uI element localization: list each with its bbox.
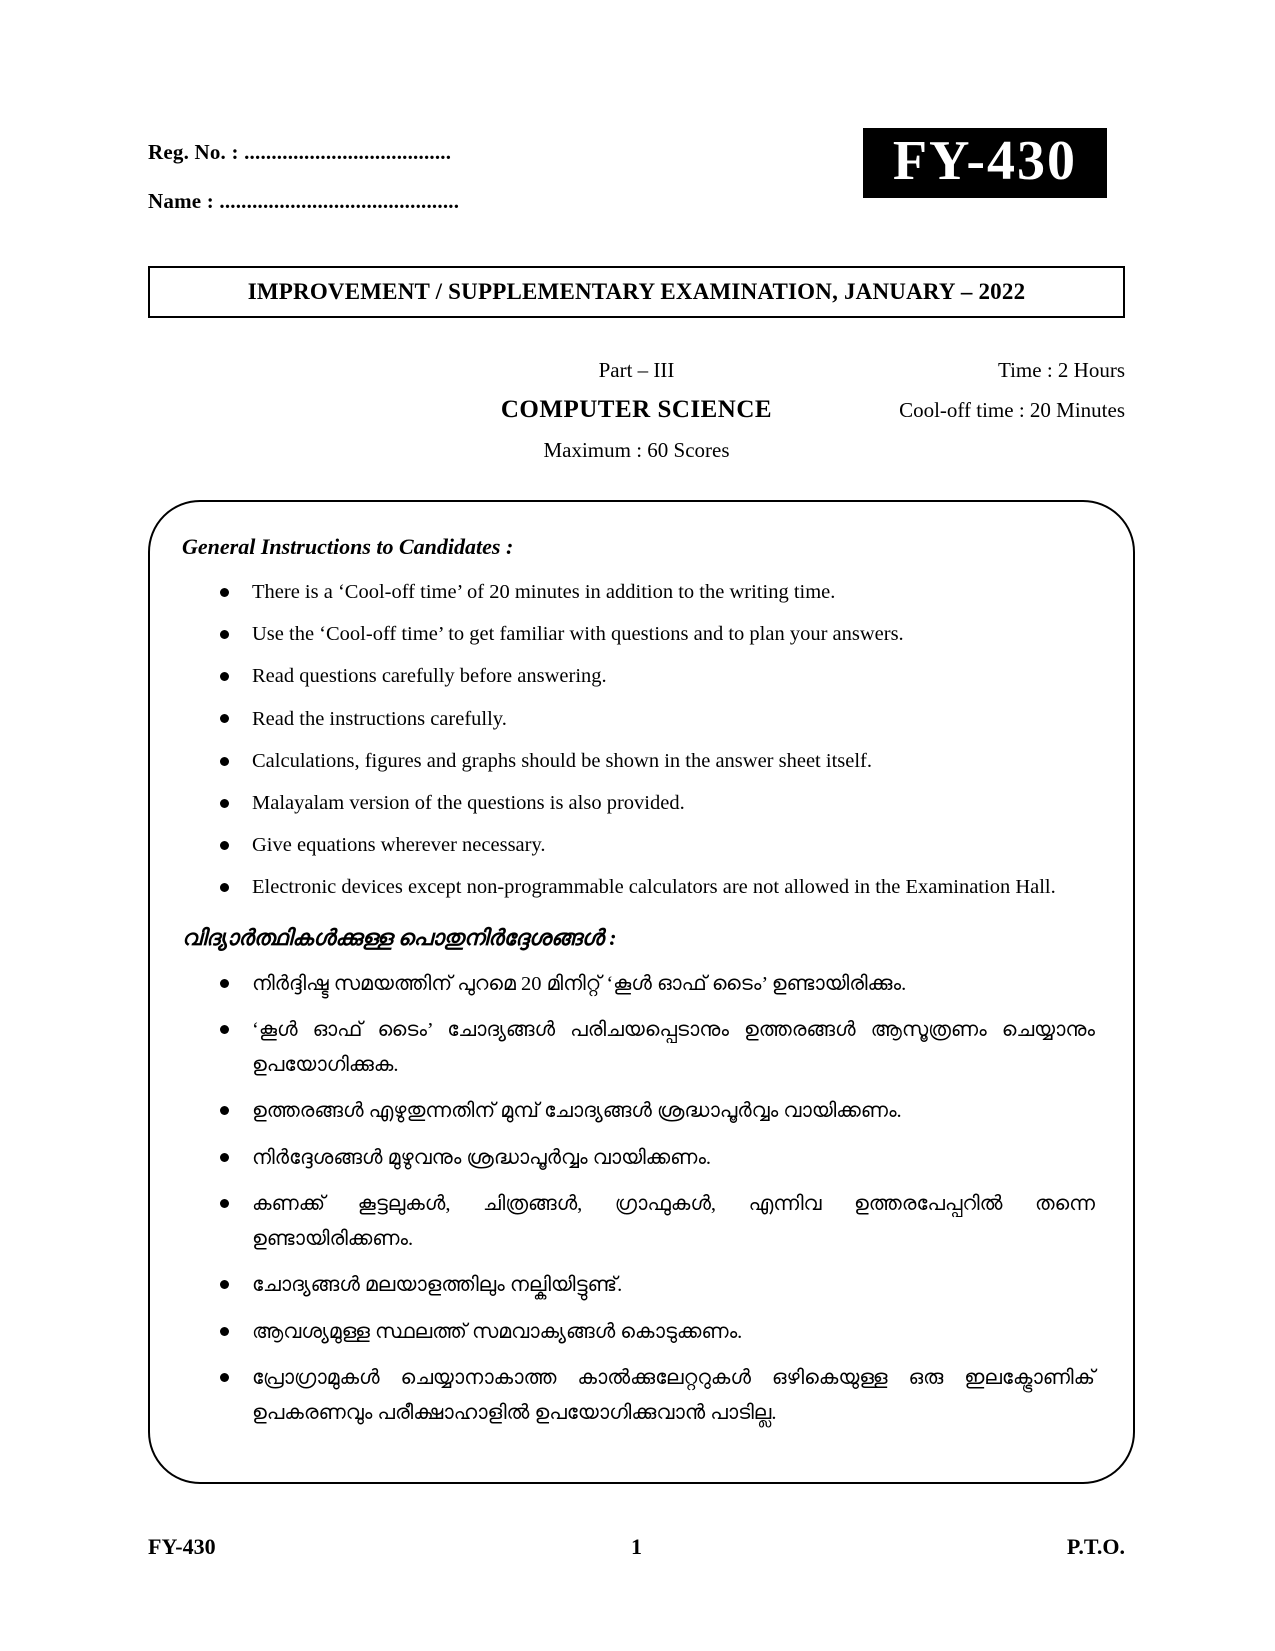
exam-title: IMPROVEMENT / SUPPLEMENTARY EXAMINATION, JANUARY – 2022 <box>148 266 1125 318</box>
instruction-item: Electronic devices except non-programmable calculators are not allowed in the Examination Hall. <box>182 871 1095 904</box>
instruction-item: Calculations, figures and graphs should be shown in the answer sheet itself. <box>182 745 1095 778</box>
reg-no-field: Reg. No. : ...................................... <box>148 140 452 164</box>
instruction-item: പ്രോഗ്രാമുകൾ ചെയ്യാനാകാത്ത കാൽക്കുലേറ്ററുകൾ ഒഴികെയുള്ള ഒരു ഇലക്ട്രോണിക് ഉപകരണവും പരീക്ഷാഹാളിൽ ഉപയോഗിക്കുവാൻ പാടില്ല. <box>182 1361 1095 1432</box>
instruction-item: നിർദ്ദേശങ്ങൾ മുഴുവനും ശ്രദ്ധാപൂർവ്വം വായിക്കണം. <box>182 1141 1095 1176</box>
name-field: Name : ............................................ <box>148 189 460 213</box>
instruction-item: ഉത്തരങ്ങൾ എഴുതുന്നതിന് മുമ്പ് ചോദ്യങ്ങൾ ശ്രദ്ധാപൂർവ്വം വായിക്കണം. <box>182 1094 1095 1129</box>
subject-title: COMPUTER SCIENCE <box>500 396 773 423</box>
instruction-item: There is a ‘Cool-off time’ of 20 minutes in addition to the writing time. <box>182 576 1095 609</box>
instruction-item: നിർദ്ദിഷ്ട സമയത്തിന് പുറമെ 20 മിനിറ്റ് ‘കൂൾ ഓഫ് ടൈം’ ഉണ്ടായിരിക്കും. <box>182 967 1095 1002</box>
instruction-item: Give equations wherever necessary. <box>182 829 1095 862</box>
instruction-item: ചോദ്യങ്ങൾ മലയാളത്തിലും നല്കിയിട്ടുണ്ട്. <box>182 1268 1095 1303</box>
instructions-heading-english: General Instructions to Candidates : <box>182 534 514 559</box>
exam-meta <box>148 350 1125 470</box>
footer-paper-code: FY-430 <box>148 1534 216 1560</box>
part-label: Part – III <box>598 358 675 382</box>
instruction-item: ആവശ്യമുള്ള സ്ഥലത്ത് സമവാക്യങ്ങൾ കൊടുക്കണം. <box>182 1315 1095 1350</box>
instruction-item: Read questions carefully before answering. <box>182 660 1095 693</box>
exam-meta-right <box>899 350 1125 430</box>
footer-page-number: 1 <box>630 1534 642 1560</box>
instruction-item: Use the ‘Cool-off time’ to get familiar with questions and to plan your answers. <box>182 618 1095 651</box>
cool-off-label: Cool-off time : 20 Minutes <box>899 398 1125 422</box>
instruction-item: Malayalam version of the questions is also provided. <box>182 787 1095 820</box>
instructions-box <box>148 500 1135 1484</box>
candidate-id-block <box>148 128 459 238</box>
paper-code-badge: FY-430 <box>863 128 1107 198</box>
time-label: Time : 2 Hours <box>998 358 1125 382</box>
max-score-label: Maximum : 60 Scores <box>543 438 730 462</box>
page-header <box>148 128 1135 238</box>
instruction-item: കണക്ക് കൂട്ടലുകൾ, ചിത്രങ്ങൾ, ഗ്രാഫുകൾ, എന്നിവ ഉത്തരപേപ്പറിൽ തന്നെ ഉണ്ടായിരിക്കണം. <box>182 1187 1095 1258</box>
footer-pto-label: P.T.O. <box>1066 1534 1125 1560</box>
instruction-item: Read the instructions carefully. <box>182 703 1095 736</box>
instructions-list-malayalam <box>182 967 1095 1432</box>
instructions-heading-malayalam: വിദ്യാർത്ഥികൾക്കുള്ള പൊതുനിർദ്ദേശങ്ങൾ : <box>182 924 617 950</box>
page-footer <box>148 1534 1125 1560</box>
instruction-item: ‘കൂൾ ഓഫ് ടൈം’ ചോദ്യങ്ങൾ പരിചയപ്പെടാനും ഉത്തരങ്ങൾ ആസൂത്രണം ചെയ്യാനും ഉപയോഗിക്കുക. <box>182 1013 1095 1084</box>
instructions-list-english <box>182 576 1095 905</box>
